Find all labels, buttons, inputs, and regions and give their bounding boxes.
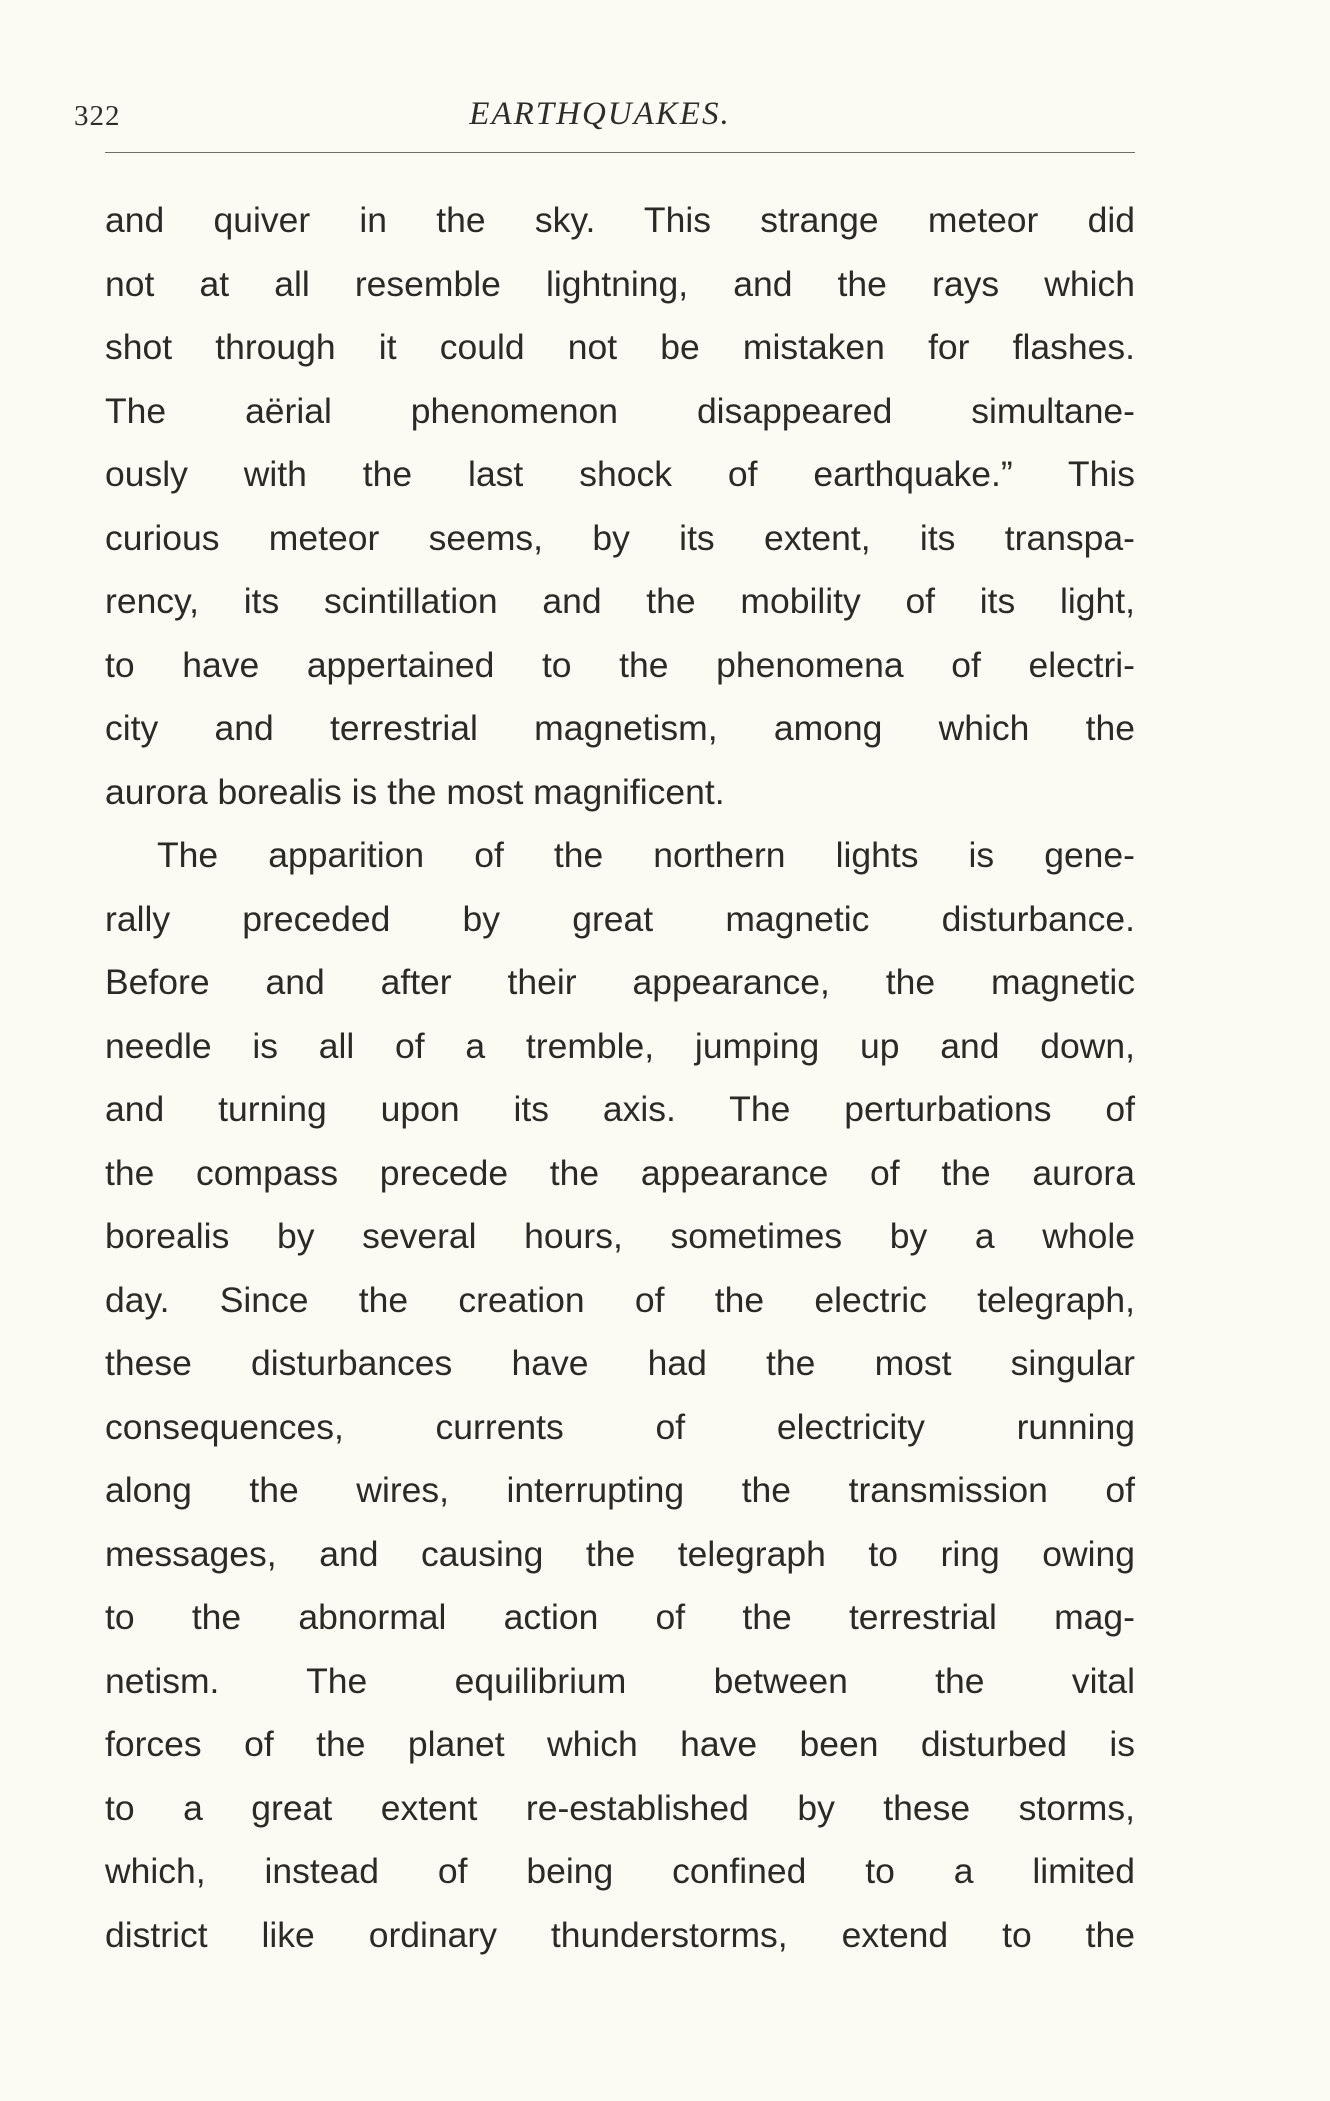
- page-header: [0, 96, 1330, 146]
- text-line: district like ordinary thunderstorms, extend to the: [105, 1914, 1135, 1955]
- text-line: needle is all of a tremble, jumping up and down,: [105, 1025, 1135, 1066]
- text-line: forces of the planet which have been disturbed is: [105, 1724, 1135, 1764]
- text-line: The apparition of the northern lights is gene-: [157, 835, 1135, 875]
- paragraph-2: [105, 824, 1135, 1967]
- text-line: along the wires, interrupting the transmission of: [105, 1470, 1135, 1510]
- text-line: to a great extent re-established by these storms,: [105, 1787, 1135, 1828]
- paragraph-1: [105, 189, 1135, 824]
- text-line: messages, and causing the telegraph to ring owing: [105, 1533, 1135, 1574]
- text-line: aurora borealis is the most magnificent.: [105, 771, 725, 812]
- text-line: borealis by several hours, sometimes by a whole: [105, 1216, 1135, 1256]
- text-line: and quiver in the sky. This strange meteor did: [105, 200, 1135, 240]
- text-line: consequences, currents of electricity running: [105, 1406, 1135, 1447]
- text-line: to have appertained to the phenomena of electri-: [105, 644, 1135, 685]
- text-line: to the abnormal action of the terrestrial mag-: [105, 1597, 1135, 1637]
- text-line: and turning upon its axis. The perturbations of: [105, 1089, 1135, 1129]
- text-line: shot through it could not be mistaken for flashes.: [105, 327, 1135, 367]
- header-rule: [105, 152, 1135, 153]
- text-line: Before and after their appearance, the magnetic: [105, 962, 1135, 1002]
- text-line: rency, its scintillation and the mobility of its light,: [105, 581, 1135, 621]
- text-line: netism. The equilibrium between the vital: [105, 1660, 1135, 1701]
- running-title: EARTHQUAKES.: [469, 96, 731, 132]
- text-line: these disturbances have had the most singular: [105, 1343, 1135, 1383]
- text-line: day. Since the creation of the electric telegraph,: [105, 1279, 1135, 1320]
- text-line: city and terrestrial magnetism, among which the: [105, 708, 1135, 748]
- text-line: curious meteor seems, by its extent, its transpa-: [105, 517, 1135, 558]
- text-line: the compass precede the appearance of the aurora: [105, 1152, 1135, 1193]
- body-text: [105, 189, 1135, 1967]
- page-number: 322: [74, 100, 121, 132]
- text-line: which, instead of being confined to a limited: [105, 1851, 1135, 1891]
- text-line: The aërial phenomenon disappeared simultane-: [105, 390, 1135, 431]
- text-line: not at all resemble lightning, and the rays which: [105, 263, 1135, 304]
- text-line: ously with the last shock of earthquake.” This: [105, 454, 1135, 494]
- text-line: rally preceded by great magnetic disturbance.: [105, 898, 1135, 939]
